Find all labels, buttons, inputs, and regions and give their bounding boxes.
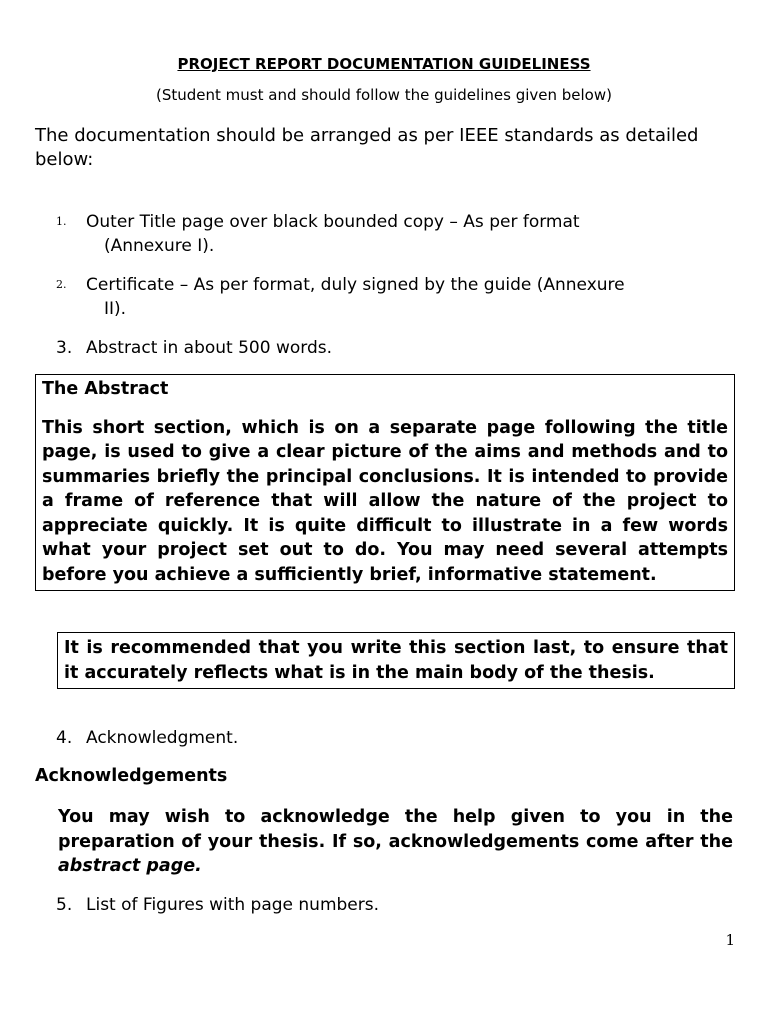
- list-item-4: [56, 726, 736, 750]
- list-number: 5.: [56, 895, 73, 915]
- list-number: 3.: [56, 338, 73, 358]
- list-item-3: [56, 336, 736, 360]
- list-text-continued: (Annexure I).: [104, 236, 215, 256]
- document-subtitle: (Student must and should follow the guidelines given below): [156, 86, 612, 104]
- list-text: Outer Title page over black bounded copy – As per format: [86, 212, 580, 232]
- page-number: 1: [725, 931, 735, 949]
- acknowledgements-emphasis: abstract page.: [58, 856, 202, 876]
- intro-paragraph: The documentation should be arranged as per IEEE standards as detailed below:: [35, 125, 699, 170]
- list-number: 4.: [56, 728, 73, 748]
- list-item-5: [56, 893, 736, 917]
- list-item-1: [56, 210, 736, 258]
- list-text: Acknowledgment.: [86, 728, 239, 748]
- abstract-heading: The Abstract: [42, 379, 169, 399]
- list-text-continued: II).: [104, 299, 127, 319]
- list-text: Abstract in about 500 words.: [86, 338, 333, 358]
- acknowledgements-body: [58, 805, 733, 879]
- acknowledgements-heading: Acknowledgements: [35, 766, 228, 786]
- list-item-2: [56, 273, 736, 321]
- abstract-box: [35, 374, 735, 591]
- abstract-body: This short section, which is on a separate page following the title page, is used to give a clear picture of the aims and methods and to summaries briefly the principal conclusions. It is intended to provide a frame of reference that will allow the nature of the project to appreciate quickly. It is quite difficult to illustrate in a few words what your project set out to do. You may need several attempts before you achieve a sufficiently brief, informative statement.: [42, 417, 728, 585]
- list-text: Certificate – As per format, duly signed by the guide (Annexure: [86, 275, 625, 295]
- document-title: PROJECT REPORT DOCUMENTATION GUIDELINESS: [177, 55, 591, 73]
- list-number: 2.: [56, 278, 67, 291]
- acknowledgements-text: You may wish to acknowledge the help given to you in the preparation of your thesis. If so, acknowledgements come after the: [58, 807, 733, 852]
- list-number: 1.: [56, 215, 67, 228]
- list-text: List of Figures with page numbers.: [86, 895, 380, 915]
- recommendation-box: It is recommended that you write this section last, to ensure that it accurately reflects what is in the main body of the thesis.: [57, 632, 735, 689]
